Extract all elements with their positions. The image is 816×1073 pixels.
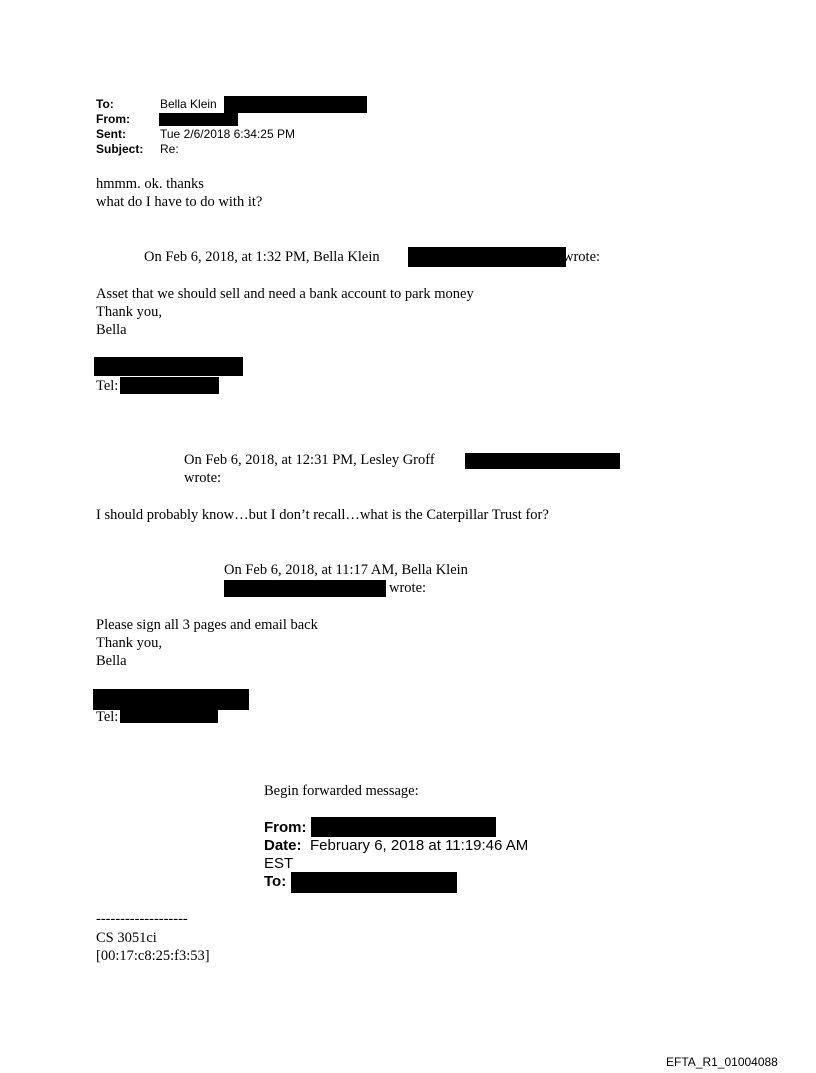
redaction-bar: [291, 872, 457, 893]
fwd-date-label: Date:: [264, 837, 302, 854]
document-id: EFTA_R1_01004088: [666, 1055, 778, 1069]
tel-label: Tel:: [96, 378, 119, 394]
quote-intro-end: wrote:: [389, 580, 427, 596]
begin-forwarded: Begin forwarded message:: [264, 783, 419, 799]
quote-intro: On Feb 6, 2018, at 11:17 AM, Bella Klein: [224, 562, 468, 578]
signature-divider: -------------------: [96, 911, 188, 927]
redaction-bar: [94, 357, 243, 376]
from-label: From:: [96, 112, 130, 126]
redaction-bar: [120, 377, 219, 394]
subject-label: Subject:: [96, 142, 144, 156]
redaction-bar: [93, 689, 249, 710]
quote-intro: On Feb 6, 2018, at 1:32 PM, Bella Klein: [144, 249, 380, 265]
redaction-bar: [465, 453, 620, 469]
reply-line-2: what do I have to do with it?: [96, 194, 263, 210]
reply-line-1: hmmm. ok. thanks: [96, 176, 204, 192]
fwd-from-label: From:: [264, 819, 307, 836]
sent-label: Sent:: [96, 127, 126, 141]
sent-value: Tue 2/6/2018 6:34:25 PM: [160, 127, 295, 141]
signature-line: [00:17:c8:25:f3:53]: [96, 948, 210, 964]
quote-body-line: Bella: [96, 653, 127, 669]
to-label: To:: [96, 97, 114, 111]
redaction-bar: [408, 247, 566, 267]
redaction-bar: [120, 708, 218, 723]
quote-body-line: Please sign all 3 pages and email back: [96, 617, 318, 633]
quote-body-line: Asset that we should sell and need a bank account to park money: [96, 286, 474, 302]
redaction-bar: [311, 817, 496, 837]
tel-label: Tel:: [96, 709, 119, 725]
quote-intro-end: wrote:: [563, 249, 601, 265]
quote-intro: On Feb 6, 2018, at 12:31 PM, Lesley Groff: [184, 452, 435, 468]
redaction-bar: [224, 580, 386, 597]
quote-intro-end: wrote:: [184, 470, 222, 486]
fwd-date-value: February 6, 2018 at 11:19:46 AM: [310, 837, 529, 854]
quote-body-line: Thank you,: [96, 304, 163, 320]
signature-line: CS 3051ci: [96, 930, 157, 946]
redaction-bar: [224, 96, 367, 113]
fwd-date-tz: EST: [264, 855, 294, 872]
quote-body-line: Bella: [96, 322, 127, 338]
redaction-bar: [159, 113, 238, 126]
quote-body-line: Thank you,: [96, 635, 163, 651]
subject-value: Re:: [160, 142, 179, 156]
to-value: Bella Klein: [160, 97, 217, 111]
fwd-to-label: To:: [264, 873, 287, 890]
quote-body-line: I should probably know…but I don’t recall…what is the Caterpillar Trust for?: [96, 507, 549, 523]
